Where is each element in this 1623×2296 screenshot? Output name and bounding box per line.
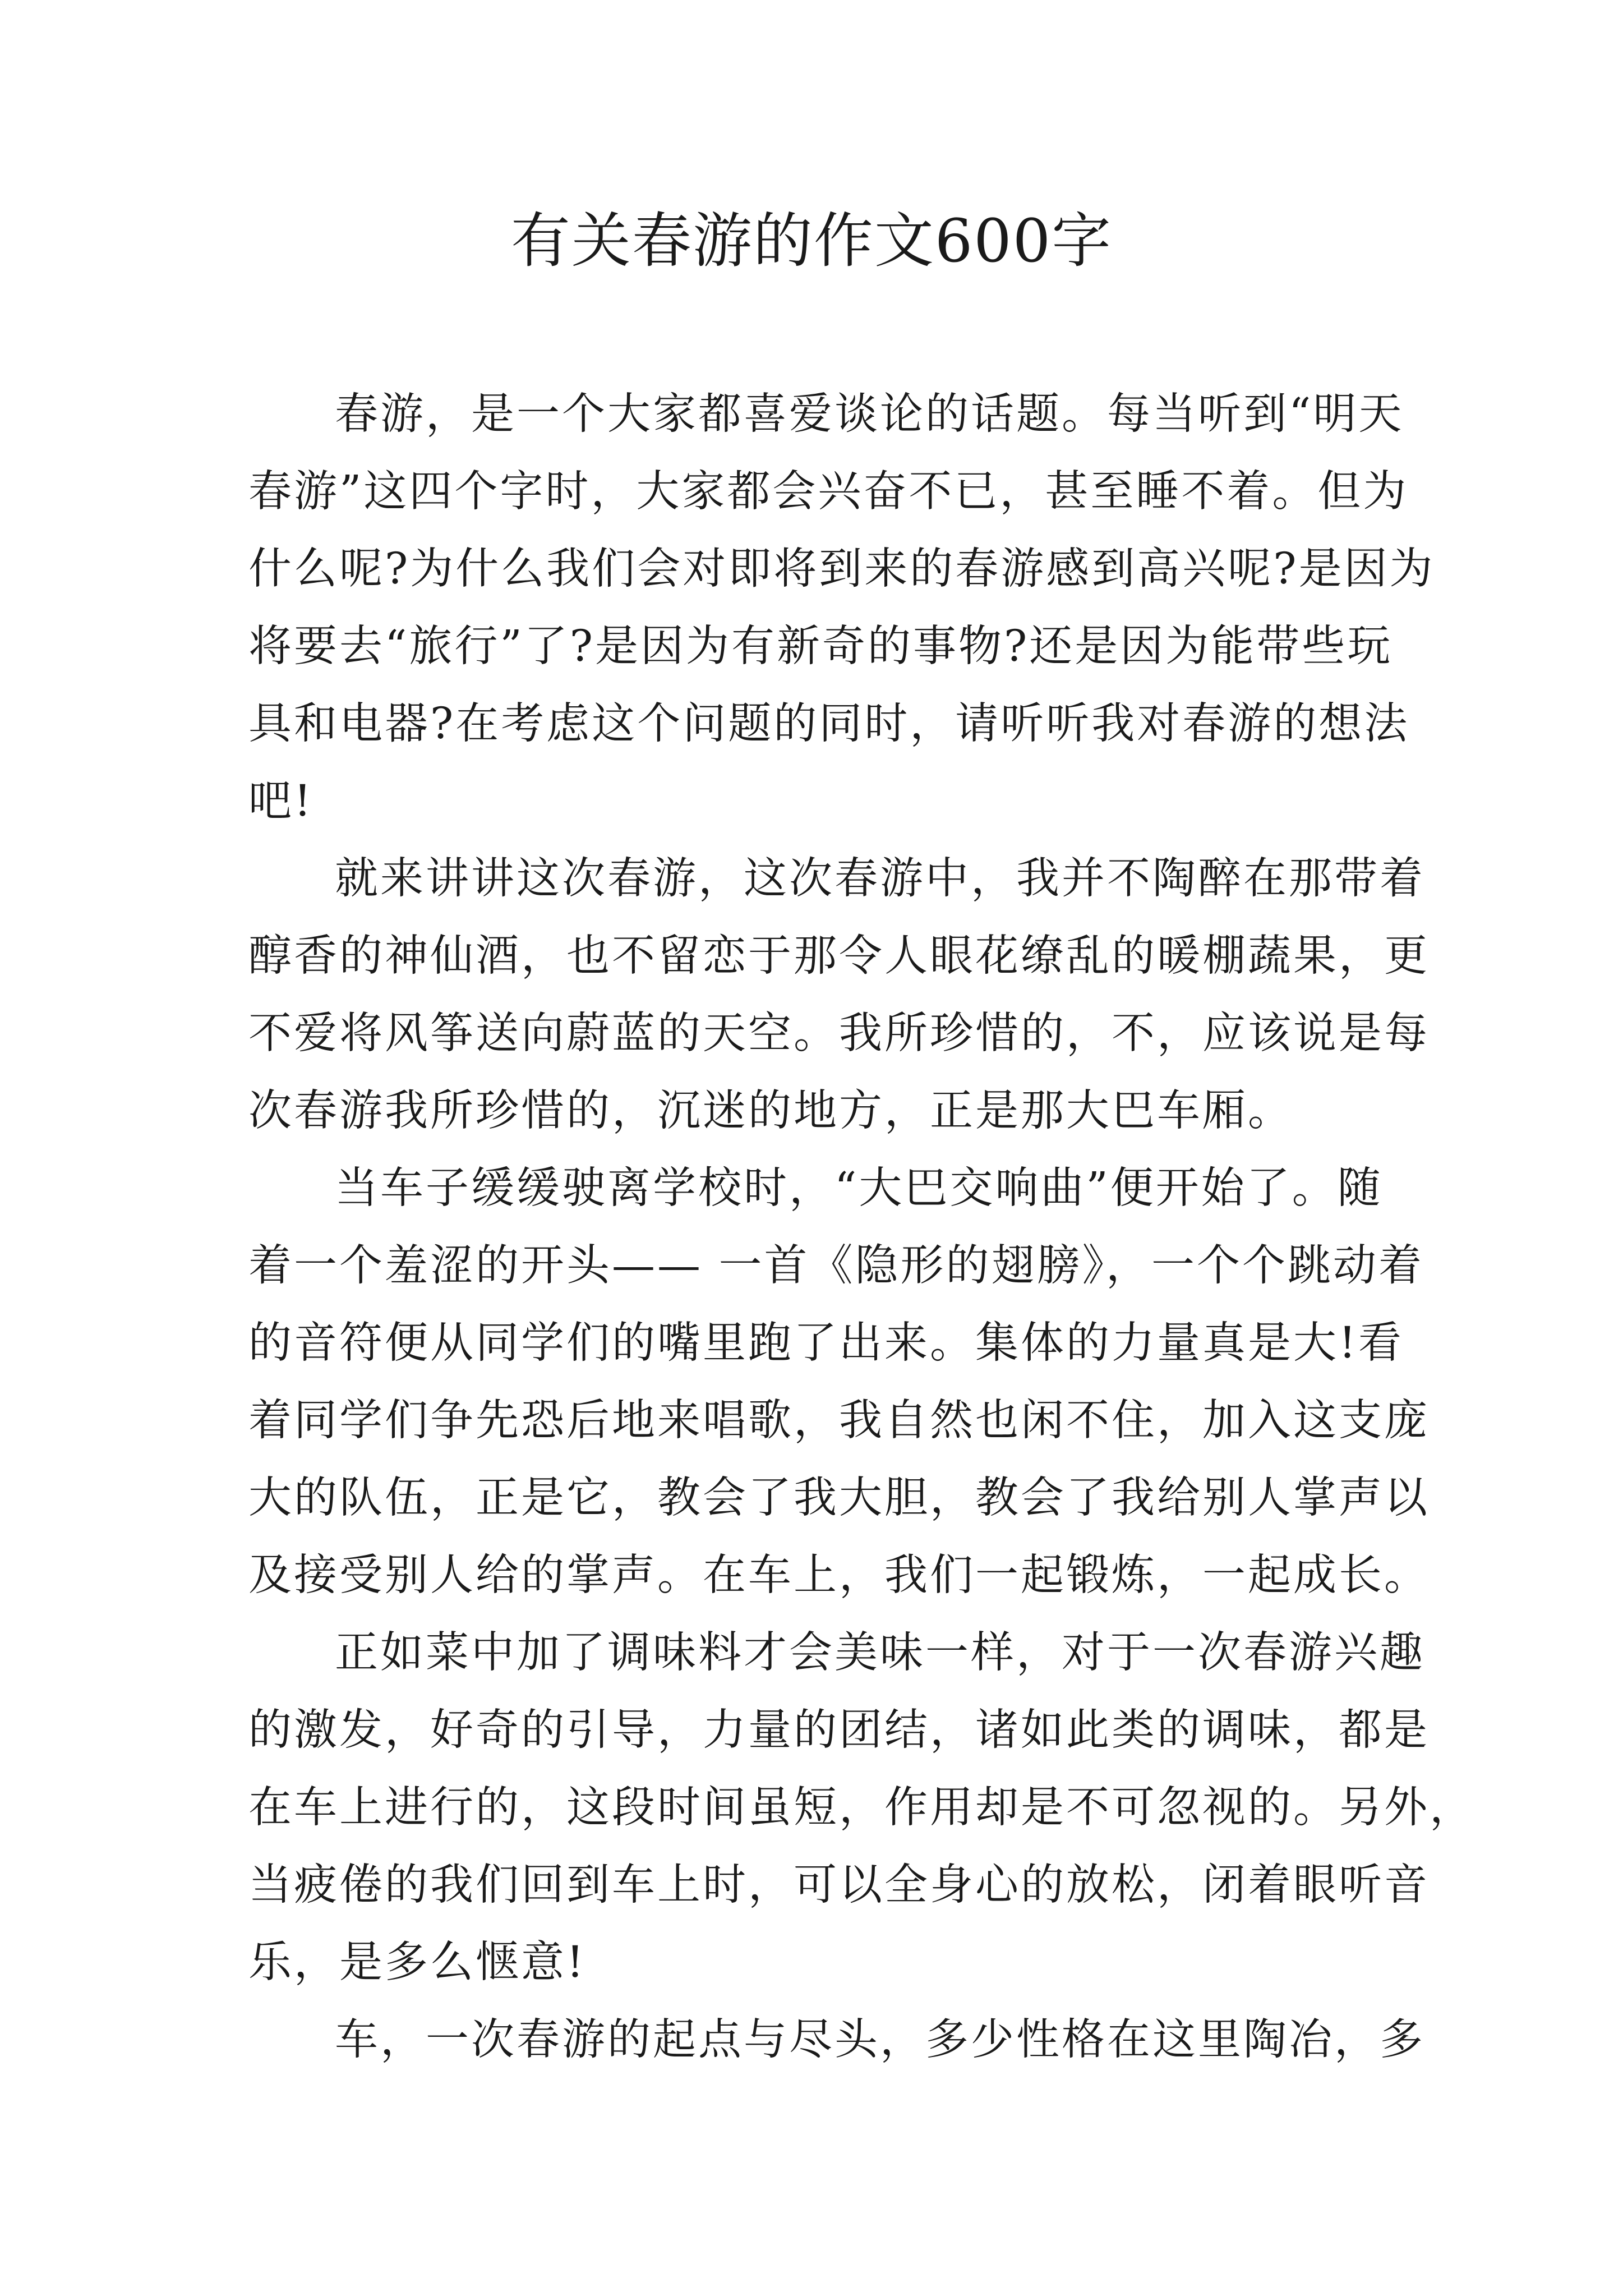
paragraph-4-line-2: 的激发，好奇的引导，力量的团结，诸如此类的调味，都是 (248, 1705, 1430, 1755)
paragraph-3-line-2: 着一个羞涩的开头—— 一首《隐形的翅膀》，一个个跳动着 (248, 1241, 1424, 1291)
paragraph-1-line-3: 什么呢?为什么我们会对即将到来的春游感到高兴呢?是因为 (248, 544, 1435, 594)
paragraph-4-line-1: 正如菜中加了调味料才会美味一样，对于一次春游兴趣 (335, 1628, 1425, 1678)
paragraph-1-line-5: 具和电器?在考虑这个问题的同时，请听听我对春游的想法 (248, 699, 1410, 749)
paragraph-3-line-6: 及接受别人给的掌声。在车上，我们一起锻炼，一起成长。 (248, 1550, 1430, 1600)
paragraph-3-line-5: 大的队伍，正是它，教会了我大胆，教会了我给别人掌声以 (248, 1473, 1430, 1523)
paragraph-1-line-2: 春游”这四个字时，大家都会兴奋不已，甚至睡不着。但为 (248, 467, 1409, 517)
document-body (248, 376, 1475, 2079)
paragraph-4-line-4: 当疲倦的我们回到车上时，可以全身心的放松，闭着眼听音 (248, 1860, 1430, 1910)
paragraph-1-line-4: 将要去“旅行”了?是因为有新奇的事物?还是因为能带些玩 (248, 622, 1393, 671)
paragraph-2-line-1: 就来讲讲这次春游，这次春游中，我并不陶醉在那带着 (335, 854, 1425, 904)
paragraph-1-line-6: 吧! (248, 776, 313, 826)
paragraph-3-line-4: 着同学们争先恐后地来唱歌，我自然也闲不住，加入这支庞 (248, 1396, 1430, 1446)
paragraph-4-line-5: 乐，是多么惬意! (248, 1938, 586, 1987)
paragraph-3-line-3: 的音符便从同学们的嘴里跑了出来。集体的力量真是大!看 (248, 1318, 1404, 1368)
paragraph-5-line-1: 车，一次春游的起点与尽头，多少性格在这里陶冶，多 (335, 2015, 1425, 2065)
paragraph-1-line-1: 春游，是一个大家都喜爱谈论的话题。每当听到“明天 (335, 389, 1404, 439)
document-title: 有关春游的作文600字 (510, 206, 1113, 275)
paragraph-3-line-1: 当车子缓缓驶离学校时，“大巴交响曲”便开始了。随 (335, 1163, 1383, 1213)
paragraph-2-line-2: 醇香的神仙酒，也不留恋于那令人眼花缭乱的暖棚蔬果，更 (248, 931, 1430, 981)
paragraph-2-line-3: 不爱将风筝送向蔚蓝的天空。我所珍惜的，不，应该说是每 (248, 1009, 1430, 1059)
paragraph-2-line-4: 次春游我所珍惜的，沉迷的地方，正是那大巴车厢。 (248, 1086, 1293, 1136)
paragraph-4-line-3: 在车上进行的，这段时间虽短，作用却是不可忽视的。另外， (248, 1783, 1475, 1833)
